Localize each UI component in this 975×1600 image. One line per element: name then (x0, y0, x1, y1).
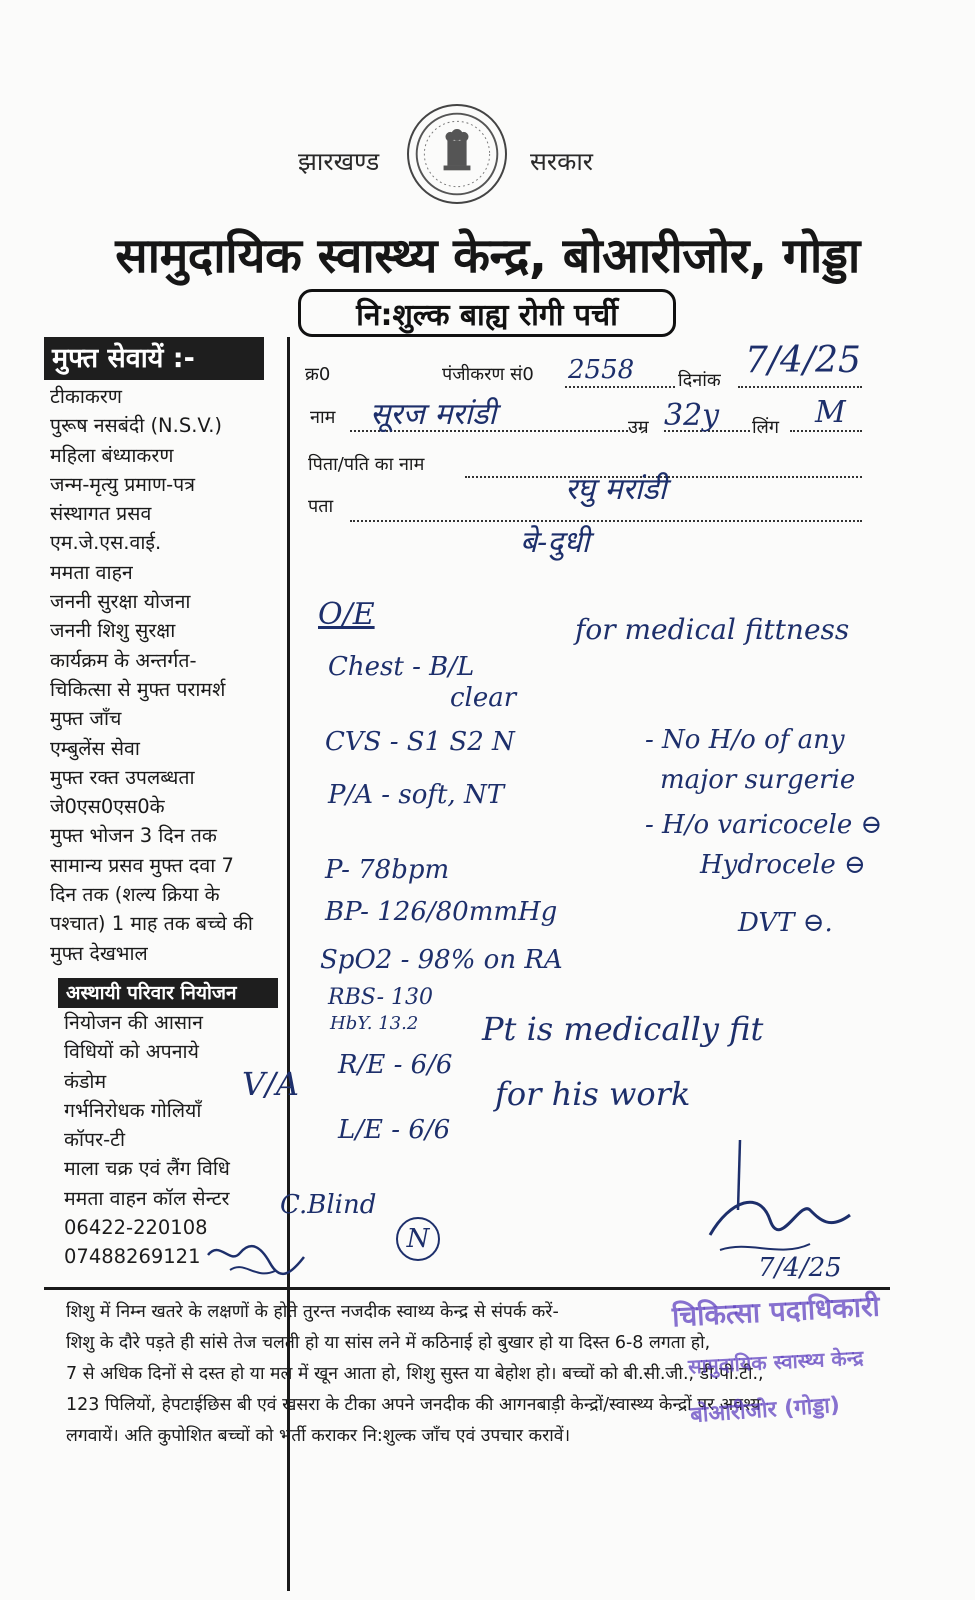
service-item: पश्चात) 1 माह तक बच्चे की (50, 912, 253, 936)
note-history-surgery: major surgerie (660, 765, 856, 795)
note-spo2: SpO2 - 98% on RA (320, 945, 563, 975)
serial-label: क्र0 (305, 364, 331, 385)
footer-line: शिशु के दौरे पड़ते ही सांसे तेज चलती हो या सांस लने में कठिनाई हो बुखार हो या दिस्त 6-8 लगता हो, (66, 1333, 711, 1353)
state-name: झारखण्ड (298, 147, 380, 176)
state-emblem-icon (407, 104, 507, 204)
date-value: 7/4/25 (745, 340, 861, 381)
service-item: मुफ्त जाँच (50, 707, 122, 731)
age-value: 32y (664, 398, 720, 433)
father-name-value: रघु मरांडी (565, 472, 667, 507)
family-planning-list (64, 1008, 284, 1272)
services-heading: मुफ्त सेवायें :- (44, 337, 264, 380)
service-item: मुफ्त रक्त उपलब्धता (50, 765, 195, 789)
note-visual-acuity: V/A (242, 1065, 299, 1103)
stamp-designation: चिकित्सा पदाधिकारी (671, 1289, 881, 1334)
service-item: पुरूष नसबंदी (N.S.V.) (50, 414, 223, 438)
slip-title: नि:शुल्क बाह्य रोगी पर्ची (298, 289, 676, 337)
footer-line: शिशु में निम्न खतरे के लक्षणों के होते तुरन्त नजदीक स्वाथ्य केन्द्र से संपर्क करें- (66, 1302, 559, 1322)
note-reason: for medical fittness (575, 613, 850, 646)
service-item: जन्म-मृत्यु प्रमाण-पत्र (50, 472, 195, 496)
service-item: महिला बंध्याकरण (50, 443, 174, 467)
footer-line: 7 से अधिक दिनों से दस्त हो या मल में खून आता हो, शिशु सुस्त या बेहोश हो। बच्चों को बी.सी.जी., डी.पी.टी., (66, 1364, 764, 1384)
footer-line: लगवायें। अति कुपोशित बच्चों को भर्ती कराकर नि:शुल्क जाँच एवं उपचार करावें। (66, 1426, 571, 1446)
registration-value: 2558 (568, 355, 635, 385)
stamp-location: बोआरीजोर (गोड्डा) (689, 1392, 841, 1429)
service-item: संस्थागत प्रसव (50, 502, 152, 526)
note-rbs: RBS- 130 (328, 985, 434, 1010)
sex-value: M (815, 395, 846, 430)
note-colour-vision: C.Blind (280, 1190, 377, 1220)
sex-label: लिंग (752, 417, 779, 438)
phone-number: 07488269121 (64, 1245, 201, 1269)
note-chest-clear: clear (450, 683, 517, 713)
service-item: टीकाकरण (50, 385, 122, 408)
note-bp: BP- 126/80mmHg (325, 897, 558, 927)
stamp-center: सामुदायिक स्वास्थ्य केन्द्र (687, 1345, 865, 1379)
note-hydrocele: Hydrocele ⊖ (700, 850, 866, 880)
note-left-eye: L/E - 6/6 (338, 1115, 451, 1145)
service-item: जननी शिशु सुरक्षा (50, 619, 176, 643)
fp-item: माला चक्र एवं लैंग विधि (64, 1157, 230, 1181)
phone-number: 06422-220108 (64, 1216, 208, 1240)
address-value: बे-दुधी (520, 525, 590, 560)
examiner-signature-icon (200, 1235, 310, 1285)
signature-date: 7/4/25 (758, 1253, 842, 1283)
service-item: मुफ्त देखभाल (50, 941, 148, 965)
note-conclusion: Pt is medically fit (482, 1010, 764, 1048)
org-title: सामुदायिक स्वास्थ्य केन्द्र, बोआरीजोर, गोड्डा (115, 228, 860, 284)
fp-item: विधियों को अपनाये (64, 1040, 199, 1064)
service-item: एम्बुलेंस सेवा (50, 736, 140, 760)
note-varicocele: - H/o varicocele ⊖ (645, 810, 883, 840)
service-item: जननी सुरक्षा योजना (50, 590, 191, 614)
registration-label: पंजीकरण सं0 (442, 364, 534, 385)
name-value: सूरज मरांडी (370, 397, 497, 432)
note-dvt: DVT ⊖. (738, 908, 833, 938)
service-item: एम.जे.एस.वाई. (50, 531, 162, 555)
address-line (350, 518, 862, 522)
service-item: दिन तक (शल्य क्रिया के (50, 883, 220, 907)
father-name-label: पिता/पति का नाम (308, 454, 425, 475)
fp-item: नियोजन की आसान (64, 1011, 203, 1034)
fp-item: कंडोम (64, 1069, 107, 1093)
note-chest: Chest - B/L (328, 652, 475, 682)
note-pa: P/A - soft, NT (328, 780, 505, 810)
fp-item: गर्भनिरोधक गोलियाँ (64, 1098, 202, 1122)
date-line (738, 384, 862, 388)
services-list (50, 382, 288, 968)
footer-line: 123 पिलियों, हेपटाईछिस बी एवं खसरा के टीका अपने जनदीक की आगनबाड़ी केन्द्रों/स्वास्थ्य केन्द्रों पर अवश्य (66, 1395, 761, 1415)
government-word: सरकार (530, 147, 594, 176)
service-item: कार्यक्रम के अन्तर्गत- (50, 648, 197, 672)
footer-divider (44, 1287, 890, 1290)
note-history: - No H/o of any (645, 725, 845, 755)
date-label: दिनांक (678, 370, 721, 391)
note-conclusion-work: for his work (495, 1075, 691, 1113)
service-item: चिकित्सा से मुफ्त परामर्श (50, 677, 226, 701)
service-item: ममता वाहन (50, 560, 133, 584)
note-hb: HbY. 13.2 (330, 1013, 419, 1034)
note-oe: O/E (318, 597, 375, 632)
fp-item: ममता वाहन कॉल सेन्टर (64, 1186, 230, 1210)
note-cvs: CVS - S1 S2 N (325, 727, 515, 757)
note-right-eye: R/E - 6/6 (338, 1050, 453, 1080)
family-planning-heading: अस्थायी परिवार नियोजन (58, 978, 278, 1008)
service-item: जे0एस0एस0के (50, 795, 165, 819)
doctor-signature-icon (690, 1140, 860, 1270)
note-pulse: P- 78bpm (325, 855, 450, 885)
service-item: मुफ्त भोजन 3 दिन तक (50, 824, 217, 848)
name-label: नाम (310, 407, 336, 428)
address-label: पता (308, 496, 334, 517)
age-label: उम्र (628, 417, 649, 438)
note-colour-vision-result: N (396, 1217, 440, 1261)
service-item: सामान्य प्रसव मुफ्त दवा 7 (50, 853, 234, 877)
fp-item: कॉपर-टी (64, 1128, 125, 1152)
